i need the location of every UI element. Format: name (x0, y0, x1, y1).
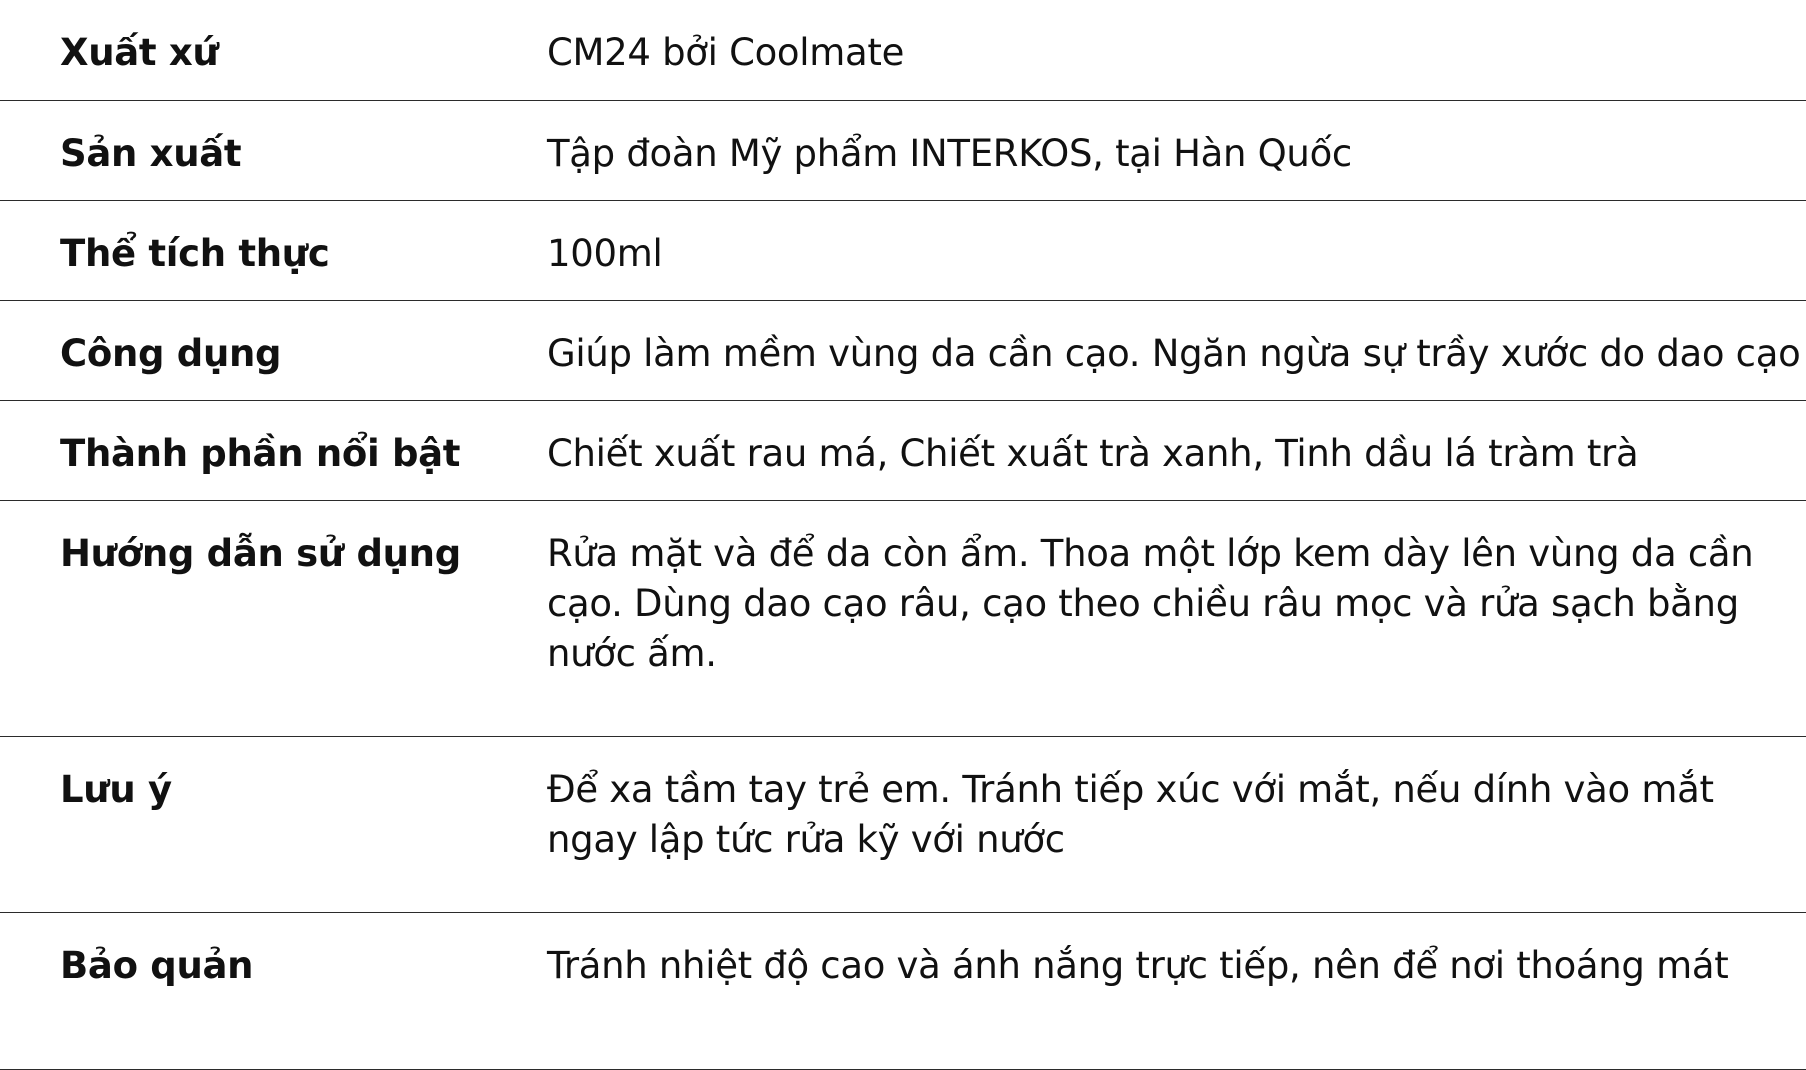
spec-value: Rửa mặt và để da còn ẩm. Thoa một lớp kem dày lên vùng da cần cạo. Dùng dao cạo râu, cạo theo chiều râu mọc và rửa sạch bằng nước ấm. (547, 500, 1806, 736)
spec-value: Tập đoàn Mỹ phẩm INTERKOS, tại Hàn Quốc (547, 100, 1806, 200)
spec-label: Sản xuất (0, 100, 547, 200)
spec-row-manufacturer (0, 100, 1806, 200)
spec-label: Thể tích thực (0, 200, 547, 300)
spec-label: Lưu ý (0, 736, 547, 912)
spec-row-origin (0, 0, 1806, 100)
spec-label: Xuất xứ (0, 0, 547, 100)
spec-label: Bảo quản (0, 912, 547, 1069)
spec-value: Giúp làm mềm vùng da cần cạo. Ngăn ngừa sự trầy xước do dao cạo (547, 300, 1806, 400)
spec-value: CM24 bởi Coolmate (547, 0, 1806, 100)
spec-row-usage-benefit (0, 300, 1806, 400)
spec-value: 100ml (547, 200, 1806, 300)
spec-value: Chiết xuất rau má, Chiết xuất trà xanh, Tinh dầu lá tràm trà (547, 400, 1806, 500)
spec-row-key-ingredients (0, 400, 1806, 500)
spec-row-storage (0, 912, 1806, 1069)
spec-row-instructions (0, 500, 1806, 736)
spec-value: Để xa tầm tay trẻ em. Tránh tiếp xúc với mắt, nếu dính vào mắt ngay lập tức rửa kỹ với nước (547, 736, 1806, 912)
spec-label: Thành phần nổi bật (0, 400, 547, 500)
spec-row-note (0, 736, 1806, 912)
spec-label: Hướng dẫn sử dụng (0, 500, 547, 736)
spec-label: Công dụng (0, 300, 547, 400)
spec-value: Tránh nhiệt độ cao và ánh nắng trực tiếp, nên để nơi thoáng mát (547, 912, 1806, 1069)
spec-row-volume (0, 200, 1806, 300)
